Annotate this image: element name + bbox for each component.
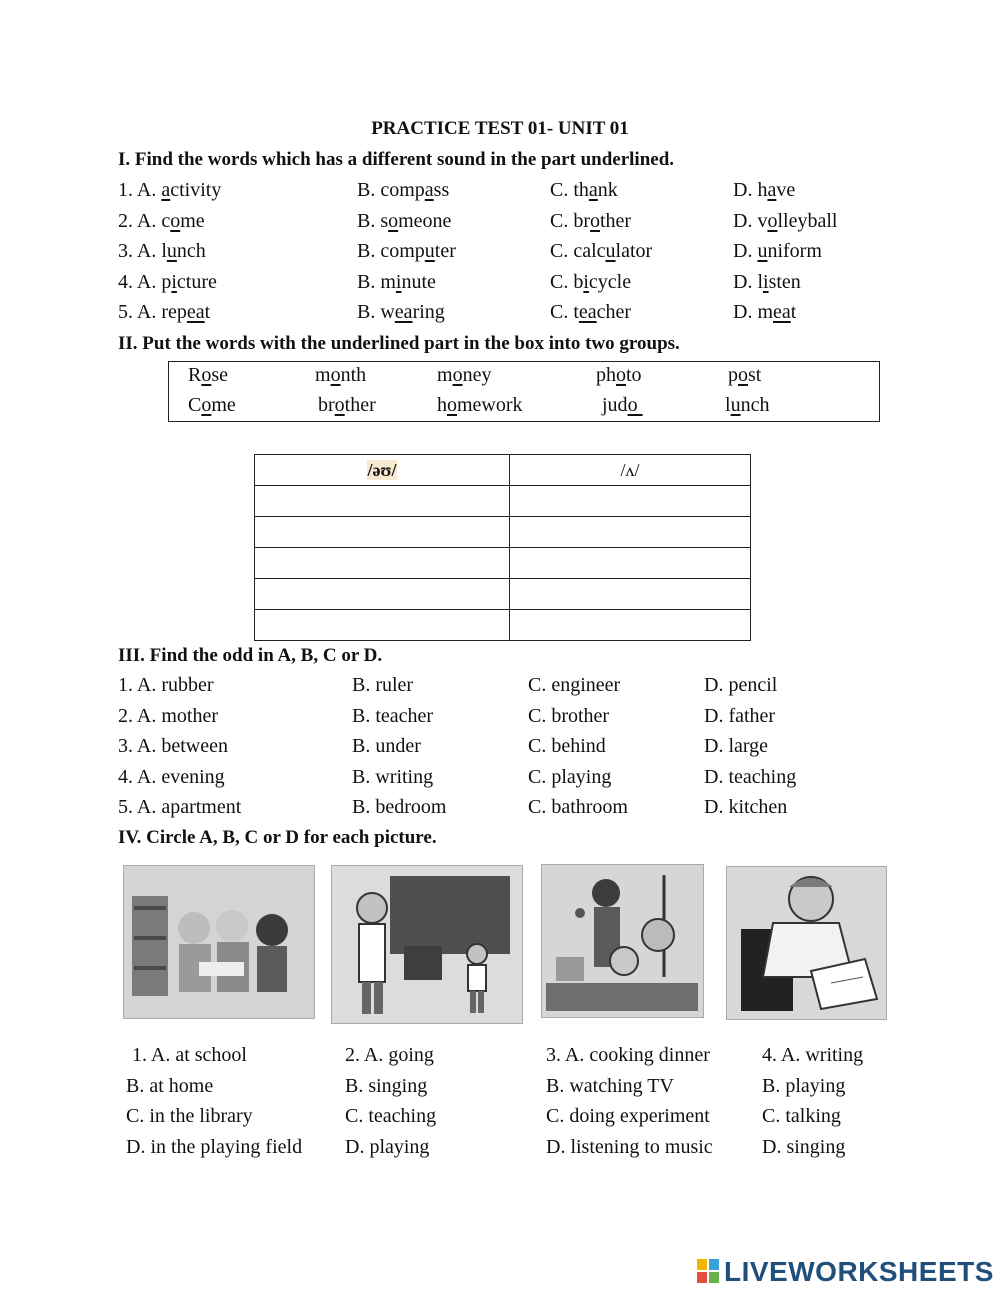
- answer-cell[interactable]: [510, 579, 751, 610]
- picture-writing: [726, 866, 887, 1020]
- section-1-heading: I. Find the words which has a different sound in the part underlined.: [118, 149, 675, 170]
- section-4-option[interactable]: D. playing: [345, 1135, 430, 1158]
- word-box-word: post: [728, 364, 762, 386]
- section-3-option: D. father: [704, 704, 776, 727]
- section-1-option: D. listen: [733, 270, 801, 293]
- section-4-heading: IV. Circle A, B, C or D for each picture.: [118, 827, 437, 848]
- section-3-option: 5. A. apartment: [118, 796, 242, 818]
- section-1-option: 3. A. lunch: [118, 240, 206, 262]
- section-4-option[interactable]: B. watching TV: [546, 1074, 674, 1097]
- section-3-heading: III. Find the odd in A, B, C or D.: [118, 645, 383, 666]
- answer-cell[interactable]: [510, 486, 751, 517]
- section-3-option: C. playing: [528, 765, 612, 788]
- section-1-option: 5. A. repeat: [118, 301, 211, 323]
- word-box-word: photo: [596, 364, 642, 386]
- section-1-option: B. compass: [357, 179, 450, 201]
- liveworksheets-logo-icon: [697, 1259, 719, 1283]
- section-4-option[interactable]: 3. A. cooking dinner: [546, 1044, 710, 1066]
- answer-cell[interactable]: [255, 610, 510, 641]
- section-3-option: C. brother: [528, 704, 610, 727]
- answer-cell[interactable]: [510, 517, 751, 548]
- section-1-option: 1. A. activity: [118, 179, 222, 201]
- section-3-option: 1. A. rubber: [118, 674, 214, 696]
- section-4-option[interactable]: B. at home: [126, 1074, 214, 1097]
- section-1-option: B. someone: [357, 209, 452, 232]
- word-box-word: lunch: [725, 394, 770, 416]
- section-1-option: C. calculator: [550, 240, 653, 262]
- section-3-option: B. under: [352, 735, 421, 757]
- word-box: [168, 361, 880, 422]
- header-uh: /ʌ/: [510, 455, 751, 486]
- word-box-word: homework: [437, 394, 523, 416]
- section-1-option: C. teacher: [550, 301, 632, 323]
- section-3-option: 4. A. evening: [118, 765, 225, 788]
- section-3-option: D. teaching: [704, 765, 797, 788]
- section-3-option: B. writing: [352, 765, 434, 788]
- section-3-option: D. kitchen: [704, 796, 788, 818]
- answer-cell[interactable]: [255, 486, 510, 517]
- section-4-option[interactable]: D. in the playing field: [126, 1135, 303, 1158]
- word-box-word: Come: [188, 394, 236, 416]
- section-3-option: D. large: [704, 735, 769, 757]
- answer-cell[interactable]: [510, 610, 751, 641]
- section-4-option[interactable]: C. in the library: [126, 1105, 253, 1127]
- section-1-option: D. volleyball: [733, 209, 838, 232]
- picture-teacher: [331, 865, 523, 1024]
- section-1-option: C. brother: [550, 209, 632, 232]
- page-title: PRACTICE TEST 01- UNIT 01: [371, 118, 629, 139]
- section-4-option[interactable]: D. singing: [762, 1135, 846, 1158]
- section-1-option: D. uniform: [733, 240, 822, 262]
- section-1-option: 4. A. picture: [118, 270, 217, 293]
- answer-cell[interactable]: [255, 579, 510, 610]
- word-box-word: Rose: [188, 364, 229, 386]
- picture-experiment: [541, 864, 704, 1018]
- section-3-option: D. pencil: [704, 674, 778, 696]
- section-1-option: B. wearing: [357, 301, 445, 323]
- section-4-option[interactable]: B. singing: [345, 1074, 428, 1097]
- section-1-option: D. have: [733, 179, 796, 201]
- section-1-option: B. computer: [357, 240, 456, 262]
- section-3-option: C. behind: [528, 735, 606, 757]
- section-4-option[interactable]: 1. A. at school: [132, 1044, 247, 1066]
- brand-wordmark: LIVEWORKSHEETS: [724, 1256, 994, 1287]
- section-3-option: 3. A. between: [118, 735, 228, 757]
- section-3-option: C. bathroom: [528, 796, 628, 818]
- header-ou: /əʊ/: [255, 455, 510, 486]
- sound-groups-table: [254, 454, 751, 641]
- picture-library: [123, 865, 315, 1019]
- section-4-option[interactable]: 2. A. going: [345, 1044, 434, 1066]
- section-4-option[interactable]: C. teaching: [345, 1105, 437, 1127]
- section-1-option: D. meat: [733, 301, 797, 323]
- section-1-option: B. minute: [357, 270, 436, 293]
- section-1-option: 2. A. come: [118, 209, 205, 232]
- section-4-option[interactable]: C. doing experiment: [546, 1105, 710, 1127]
- section-3-option: B. ruler: [352, 674, 414, 696]
- section-1-option: C. bicycle: [550, 270, 632, 293]
- word-box-word: brother: [318, 394, 376, 416]
- answer-cell[interactable]: [255, 548, 510, 579]
- word-box-word: month: [315, 364, 367, 386]
- word-box-word: money: [437, 364, 492, 386]
- section-4-option[interactable]: C. talking: [762, 1105, 841, 1127]
- section-4-option[interactable]: D. listening to music: [546, 1135, 713, 1158]
- section-1-option: C. thank: [550, 179, 618, 201]
- section-4-option[interactable]: B. playing: [762, 1074, 846, 1097]
- section-4-option[interactable]: 4. A. writing: [762, 1044, 864, 1066]
- section-2-heading: II. Put the words with the underlined part in the box into two groups.: [118, 333, 680, 354]
- section-3-option: 2. A. mother: [118, 704, 218, 727]
- answer-cell[interactable]: [510, 548, 751, 579]
- section-3-option: B. bedroom: [352, 796, 447, 818]
- word-box-word: judo: [602, 394, 643, 416]
- section-3-option: B. teacher: [352, 704, 434, 727]
- answer-cell[interactable]: [255, 517, 510, 548]
- section-3-option: C. engineer: [528, 674, 621, 696]
